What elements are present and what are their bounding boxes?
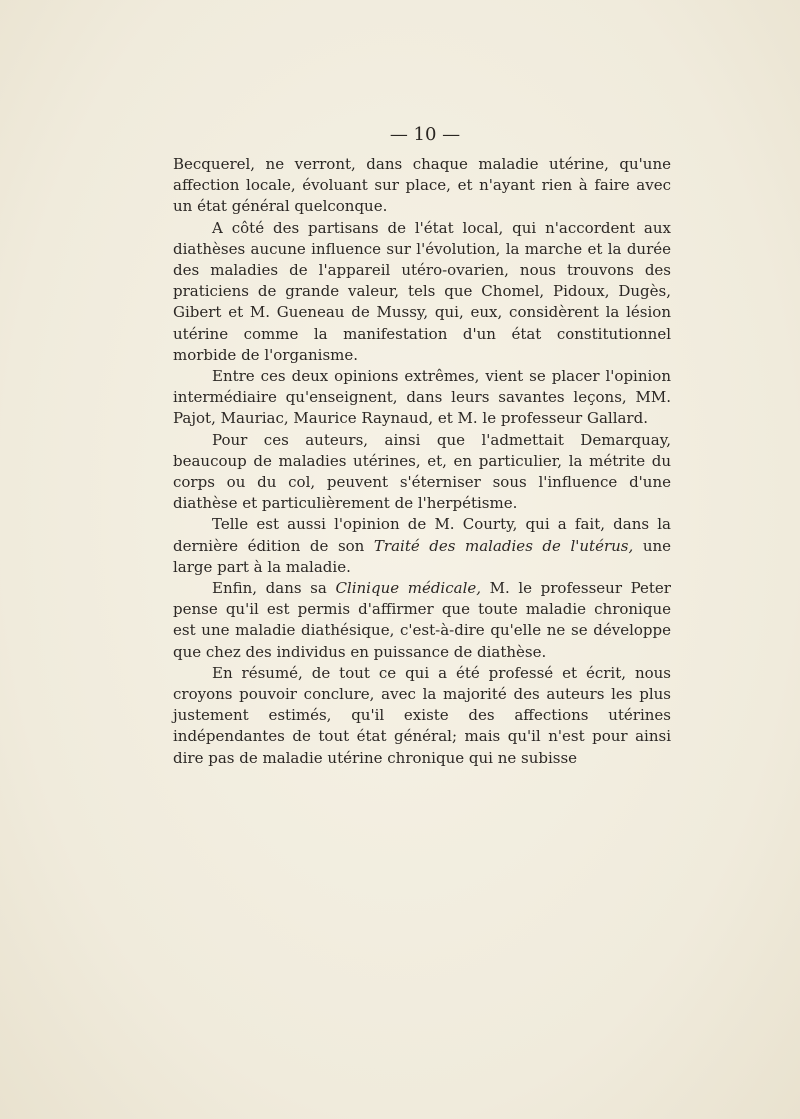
paragraph: Entre ces deux opinions extrêmes, vient se placer l'opinion intermédiaire qu'enseignent, dans leurs savantes leçons, MM. Pajot, Mauriac, Maurice Raynaud, et M. le professeur Gallard.: [173, 367, 671, 428]
paragraph-text: Telle est aussi l'opinion de M. Courty, qui a fait, dans la dernière édition de son: [173, 515, 671, 555]
paragraph: Pour ces auteurs, ainsi que l'admettait Demarquay, beaucoup de maladies utérines, et, en particulier, la métrite du corps ou du col, peuvent s'éterniser sous l'influence d'une diathèse et particulièrement de l'herpétisme.: [173, 430, 671, 513]
paragraph-text: M. le professeur Peter pense qu'il est permis d'affirmer que toute maladie chronique est une maladie diathésique, c'est-à-dire qu'elle ne se développe que chez des individus en puissance de diathèse.: [173, 579, 671, 661]
paragraph: [173, 514, 671, 578]
paragraph-text: une large part à la maladie.: [173, 536, 672, 576]
book-title: Clinique médicale,: [335, 579, 482, 598]
book-title: Traité des maladies de l'utérus,: [373, 536, 634, 555]
paragraph-text: Enfin, dans sa: [212, 579, 336, 598]
paragraph: [173, 578, 671, 663]
paragraph: En résumé, de tout ce qui a été professé et écrit, nous croyons pouvoir conclure, avec la majorité des auteurs les plus justement estimés, qu'il existe des affections utérines indépendantes de tout état général; mais qu'il n'est pour ainsi dire pas de maladie utérine chronique qui ne subisse: [173, 663, 671, 767]
paragraph: A côté des partisans de l'état local, qui n'accordent aux diathèses aucune influence sur l'évolution, la marche et la durée des maladies de l'appareil utéro-ovarien, nous trouvons des praticiens de grande valeur, tels que Chomel, Pidoux, Dugès, Gibert et M. Gueneau de Mussy, qui, eux, considèrent la lésion utérine comme la manifestation d'un état constitutionnel morbide de l'organisme.: [173, 218, 671, 364]
body-text: [173, 154, 671, 769]
page-number: — 10 —: [389, 124, 461, 145]
paragraph: Becquerel, ne verront, dans chaque maladie utérine, qu'une affection locale, évoluant sur place, et n'ayant rien à faire avec un état général quelconque.: [173, 155, 671, 216]
